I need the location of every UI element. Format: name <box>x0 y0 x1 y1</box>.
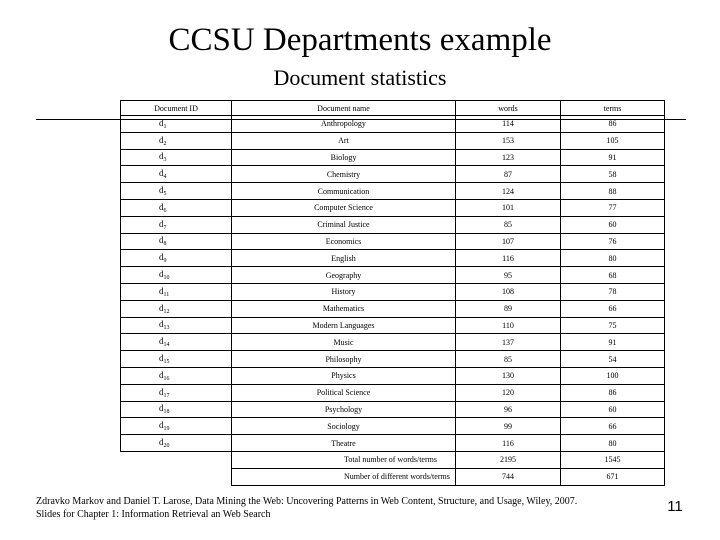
document-id-number: 10 <box>163 275 170 282</box>
document-id-letter: d <box>159 420 164 431</box>
words-cell: 96 <box>456 401 561 418</box>
terms-cell: 60 <box>561 401 665 418</box>
totals-words: 2195 <box>456 451 561 468</box>
document-name-cell: Communication <box>232 183 456 200</box>
document-id-letter: d <box>159 201 164 212</box>
document-name-cell: Chemistry <box>232 166 456 183</box>
terms-cell: 80 <box>561 250 665 267</box>
document-id-cell <box>121 132 232 149</box>
document-id-cell <box>121 367 232 384</box>
document-id-letter: d <box>159 302 164 313</box>
document-id-cell <box>121 199 232 216</box>
terms-cell: 77 <box>561 199 665 216</box>
document-name-cell: Computer Science <box>232 199 456 216</box>
terms-cell: 76 <box>561 233 665 250</box>
document-id-letter: d <box>159 353 164 364</box>
terms-cell: 58 <box>561 166 665 183</box>
document-id-cell <box>121 283 232 300</box>
totals-row-different <box>121 468 665 485</box>
document-id-cell <box>121 233 232 250</box>
terms-cell: 91 <box>561 334 665 351</box>
document-id-cell <box>121 334 232 351</box>
words-cell: 114 <box>456 116 561 133</box>
terms-cell: 75 <box>561 317 665 334</box>
words-cell: 116 <box>456 435 561 452</box>
terms-cell: 66 <box>561 300 665 317</box>
document-id-letter: d <box>159 369 164 380</box>
table-row <box>121 166 665 183</box>
document-id-letter: d <box>159 185 164 196</box>
table-row <box>121 183 665 200</box>
table-row <box>121 116 665 133</box>
words-cell: 108 <box>456 283 561 300</box>
table-row <box>121 149 665 166</box>
document-id-letter: d <box>159 168 164 179</box>
document-name-cell: Sociology <box>232 418 456 435</box>
table-row <box>121 401 665 418</box>
words-cell: 99 <box>456 418 561 435</box>
terms-cell: 60 <box>561 216 665 233</box>
document-name-cell: Theatre <box>232 435 456 452</box>
document-id-number: 17 <box>163 392 170 399</box>
document-name-cell: Political Science <box>232 384 456 401</box>
words-cell: 85 <box>456 351 561 368</box>
slide-footer <box>36 495 636 521</box>
document-id-letter: d <box>159 386 164 397</box>
terms-cell: 86 <box>561 384 665 401</box>
document-id-cell <box>121 267 232 284</box>
document-id-number: 8 <box>163 241 167 248</box>
table-row <box>121 267 665 284</box>
words-cell: 116 <box>456 250 561 267</box>
slide-title: CCSU Departments example <box>168 22 552 58</box>
table-body <box>121 116 665 452</box>
words-cell: 120 <box>456 384 561 401</box>
document-id-cell <box>121 435 232 452</box>
document-id-number: 18 <box>163 409 170 416</box>
document-id-cell <box>121 116 232 133</box>
table-row <box>121 317 665 334</box>
document-id-number: 4 <box>163 174 167 181</box>
terms-cell: 66 <box>561 418 665 435</box>
words-cell: 87 <box>456 166 561 183</box>
words-cell: 85 <box>456 216 561 233</box>
table-row <box>121 216 665 233</box>
document-name-cell: Economics <box>232 233 456 250</box>
document-id-number: 13 <box>163 325 170 332</box>
document-id-letter: d <box>159 319 164 330</box>
document-id-number: 9 <box>163 258 167 265</box>
footer-citation: Zdravko Markov and Daniel T. Larose, Data Mining the Web: Uncovering Patterns in Web Content, Structure, and Usage, Wiley, 2007. <box>36 496 578 507</box>
table-row <box>121 351 665 368</box>
table-row <box>121 233 665 250</box>
words-cell: 107 <box>456 233 561 250</box>
table-header-row <box>121 101 665 116</box>
table-totals <box>121 451 665 485</box>
document-name-cell: Biology <box>232 149 456 166</box>
document-id-cell <box>121 216 232 233</box>
document-id-letter: d <box>159 403 164 414</box>
table-row <box>121 283 665 300</box>
document-name-cell: Criminal Justice <box>232 216 456 233</box>
words-cell: 124 <box>456 183 561 200</box>
header-terms: terms <box>561 101 665 116</box>
document-id-number: 1 <box>163 123 167 130</box>
document-name-cell: Physics <box>232 367 456 384</box>
blank-cell <box>121 451 232 468</box>
document-id-cell <box>121 384 232 401</box>
document-id-number: 14 <box>163 342 170 349</box>
terms-cell: 68 <box>561 267 665 284</box>
header-document-name: Document name <box>232 101 456 116</box>
document-name-cell: Mathematics <box>232 300 456 317</box>
totals-label: Total number of words/terms <box>232 451 456 468</box>
document-id-number: 11 <box>163 291 170 298</box>
terms-cell: 78 <box>561 283 665 300</box>
table-row <box>121 132 665 149</box>
words-cell: 95 <box>456 267 561 284</box>
document-name-cell: Psychology <box>232 401 456 418</box>
table-row <box>121 250 665 267</box>
document-id-letter: d <box>159 218 164 229</box>
table-row <box>121 334 665 351</box>
document-id-number: 6 <box>163 207 167 214</box>
page-number: 11 <box>667 498 683 515</box>
document-statistics-table <box>120 100 665 486</box>
document-id-number: 15 <box>163 359 170 366</box>
table-row <box>121 300 665 317</box>
footer-chapter: Slides for Chapter 1: Information Retrieval an Web Search <box>36 509 271 520</box>
document-name-cell: Art <box>232 132 456 149</box>
words-cell: 123 <box>456 149 561 166</box>
document-name-cell: English <box>232 250 456 267</box>
table-row <box>121 384 665 401</box>
terms-cell: 105 <box>561 132 665 149</box>
document-id-cell <box>121 183 232 200</box>
header-document-id: Document ID <box>121 101 232 116</box>
totals-terms: 671 <box>561 468 665 485</box>
words-cell: 153 <box>456 132 561 149</box>
words-cell: 89 <box>456 300 561 317</box>
header-words: words <box>456 101 561 116</box>
document-id-cell <box>121 317 232 334</box>
document-id-letter: d <box>159 117 164 128</box>
document-id-number: 2 <box>163 140 167 147</box>
document-name-cell: Geography <box>232 267 456 284</box>
document-id-cell <box>121 250 232 267</box>
document-id-cell <box>121 300 232 317</box>
terms-cell: 54 <box>561 351 665 368</box>
document-id-letter: d <box>159 134 164 145</box>
terms-cell: 100 <box>561 367 665 384</box>
document-name-cell: Anthropology <box>232 116 456 133</box>
document-id-cell <box>121 166 232 183</box>
document-id-letter: d <box>159 235 164 246</box>
table-row <box>121 435 665 452</box>
document-id-number: 16 <box>163 375 170 382</box>
terms-cell: 91 <box>561 149 665 166</box>
document-id-number: 3 <box>163 157 167 164</box>
totals-row-total <box>121 451 665 468</box>
document-id-cell <box>121 418 232 435</box>
words-cell: 130 <box>456 367 561 384</box>
terms-cell: 86 <box>561 116 665 133</box>
words-cell: 110 <box>456 317 561 334</box>
totals-label: Number of different words/terms <box>232 468 456 485</box>
document-id-letter: d <box>159 437 164 448</box>
words-cell: 137 <box>456 334 561 351</box>
document-id-cell <box>121 351 232 368</box>
totals-terms: 1545 <box>561 451 665 468</box>
document-name-cell: Music <box>232 334 456 351</box>
document-id-number: 5 <box>163 191 167 198</box>
document-id-letter: d <box>159 285 164 296</box>
document-id-number: 19 <box>163 426 170 433</box>
document-id-number: 12 <box>163 308 170 315</box>
document-id-cell <box>121 149 232 166</box>
document-id-cell <box>121 401 232 418</box>
document-id-letter: d <box>159 151 164 162</box>
document-name-cell: History <box>232 283 456 300</box>
document-id-letter: d <box>159 269 164 280</box>
terms-cell: 88 <box>561 183 665 200</box>
document-id-letter: d <box>159 252 164 263</box>
table-row <box>121 418 665 435</box>
totals-words: 744 <box>456 468 561 485</box>
words-cell: 101 <box>456 199 561 216</box>
table-row <box>121 199 665 216</box>
document-name-cell: Philosophy <box>232 351 456 368</box>
blank-cell <box>121 468 232 485</box>
document-id-letter: d <box>159 336 164 347</box>
slide-subtitle: Document statistics <box>273 65 447 90</box>
document-id-number: 20 <box>163 443 170 450</box>
document-name-cell: Modern Languages <box>232 317 456 334</box>
table-row <box>121 367 665 384</box>
document-id-number: 7 <box>163 224 167 231</box>
terms-cell: 80 <box>561 435 665 452</box>
